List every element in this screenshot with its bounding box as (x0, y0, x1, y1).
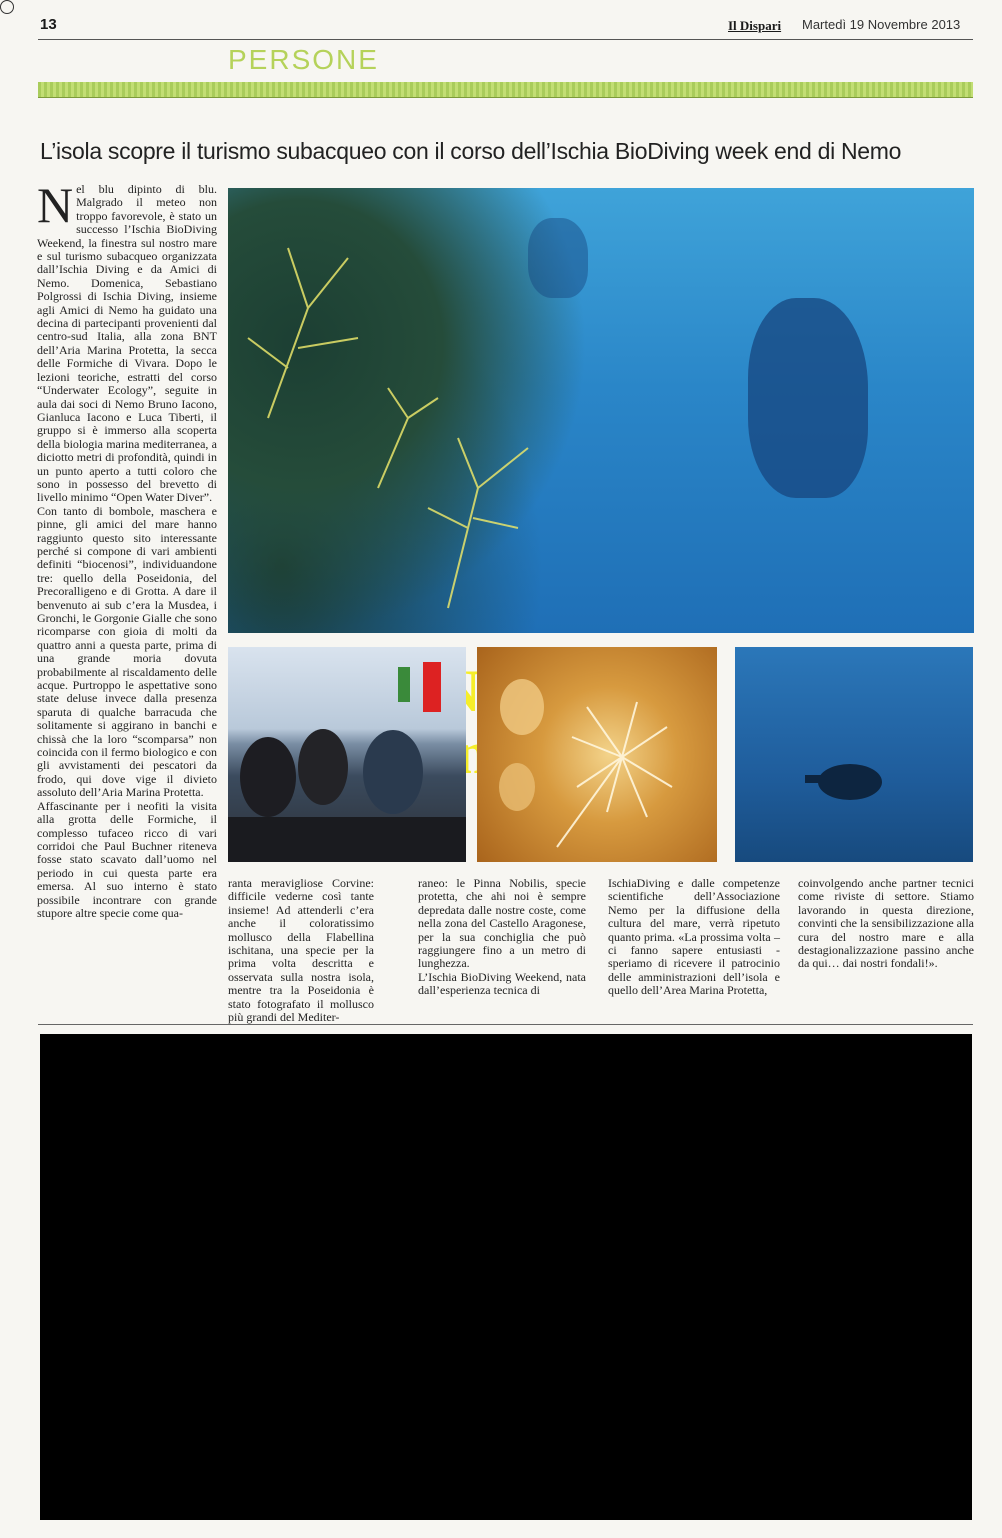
redacted-area (40, 1034, 972, 1520)
article-headline: L’isola scopre il turismo subacqueo con il corso dell’Ischia BioDiving week end di Nemo (40, 138, 902, 164)
tube-worm-graphic (477, 647, 717, 862)
paragraph: coinvolgendo anche partner tecnici come riviste di settore. Stiamo lavorando in questa direzione, convinti che la sensibilizzazione alla cura del nostro mare e alla destagionalizzazione passino anche da qui… dai nostri fondali!». (798, 876, 974, 971)
main-photo-underwater (228, 188, 974, 633)
paragraph-text: el blu dipinto di blu. Malgrado il meteo non troppo favorevole, è stato un successo l’Ischia BioDiving Weekend, la finestra sul nostro mare e sul turismo subacqueo organizzata dall’Ischia Diving e da Amici di Nemo. Domenica, Sebastiano Polgrossi di Ischia Diving, insieme agli Amici di Nemo ha guidato una decina di partecipanti provenienti dal centro-sud Italia, alla zona BNT dell’Aria Marina Protetta, la secca delle Formiche di Vivara. Dopo le lezioni teoriche, estratti del corso “Underwater Ecology”, seguite in aula dai soci di Nemo Bruno Iacono, Gianluca Iacono e Luca Tiberti, il gruppo si è immerso alla scoperta della biologia marina mediterranea, a diciotto metri di profondità, quindi in un punto aperto a tutti coloro che sono in possesso del brevetto di livello minimo “Open Water Diver”. (37, 182, 217, 505)
dropcap: N (37, 177, 74, 233)
boat-scene-graphic (228, 647, 466, 862)
article-column-3 (418, 877, 586, 998)
diver-graphic (735, 647, 973, 862)
photo-tube-worm (477, 647, 717, 862)
paragraph (37, 177, 217, 505)
newspaper-name: Il Dispari (728, 18, 782, 33)
diver-silhouette (748, 298, 868, 498)
paragraph: Con tanto di bombole, maschera e pinne, gli amici del mare hanno raggiunto questo sito interessante perché si compone di vari ambienti definiti “biocenosi”, individuandone tre: quello della Poseidonia, del Precoralligeno e di Grotta. A dare il benvenuto ai sub c’era la Musdea, i Gronchi, le Gorgonie Gialle che sono ricomparse con gioia di molti da quattro anni a questa parte, prima di una grande moria dovuta probabilmente al riscaldamento delle acque. Purtroppo le aspettative sono state deluse invece dalla presenza sparuta di qualche barracuda che solitamente si aggirano in banchi e chissà che la loro “scomparsa” non coincida con il fermo biologico e con gli avvistamenti dei pescatori da frodo, qui dove vige il divieto assoluto dell’Aria Marina Protetta. (37, 503, 217, 800)
paragraph: Affascinante per i neofiti la visita alla grotta delle Formiche, il complesso tufaceo ricco di vari corridoi che Paul Buchner riteneva fosse stato scavato dall’uomo nel periodo in cui questa parte era emersa. Al suo interno è stato possibile incontrare con grande stupore altre specie come qua- (37, 798, 217, 920)
photo-diver-underwater (735, 647, 973, 862)
paragraph: IschiaDiving e dalle competenze scientifiche dell’Associazione Nemo per la diffusione della cultura del mare, verrà ripetuto quanto prima. «La prossima volta – ci fanno sapere entusiasti - speriamo di ricevere il patrocinio delle amministrazioni dell’isola e quello dell’Area Marina Protetta, (608, 876, 780, 998)
footer-divider (38, 1024, 973, 1025)
paragraph: L’Ischia BioDiving Weekend, nata dall’esperienza tecnica di (418, 969, 586, 998)
issue-date: Martedì 19 Novembre 2013 (802, 17, 961, 32)
registration-mark-icon (0, 0, 14, 14)
paragraph: ranta meravigliose Corvine: difficile vederne così tante insieme! Ad attenderli c’era anche il coloratissimo mollusco della Flabellina ischitana, una specie per la prima volta descritta e osservata sulla nostra isola, mentre tra la Poseidonia è stato fotografato il mollusco più grandi del Mediter- (228, 876, 374, 1025)
diver-silhouette (528, 218, 588, 298)
header-divider (38, 39, 973, 40)
photo-divers-on-boat (228, 647, 466, 862)
article-column-1 (37, 177, 217, 920)
article-column-2 (228, 877, 374, 1024)
article-column-5 (798, 877, 974, 971)
section-title: PERSONE (228, 44, 379, 75)
section-bar (38, 82, 973, 98)
paragraph: raneo: le Pinna Nobilis, specie protetta, che ahi noi è sempre depredata dalle nostre coste, come nella zona del Castello Aragonese, per la sua conchiglia che può raggiungere fino a un metro di lunghezza. (418, 876, 586, 971)
page-number: 13 (40, 16, 57, 33)
article-column-4 (608, 877, 780, 998)
